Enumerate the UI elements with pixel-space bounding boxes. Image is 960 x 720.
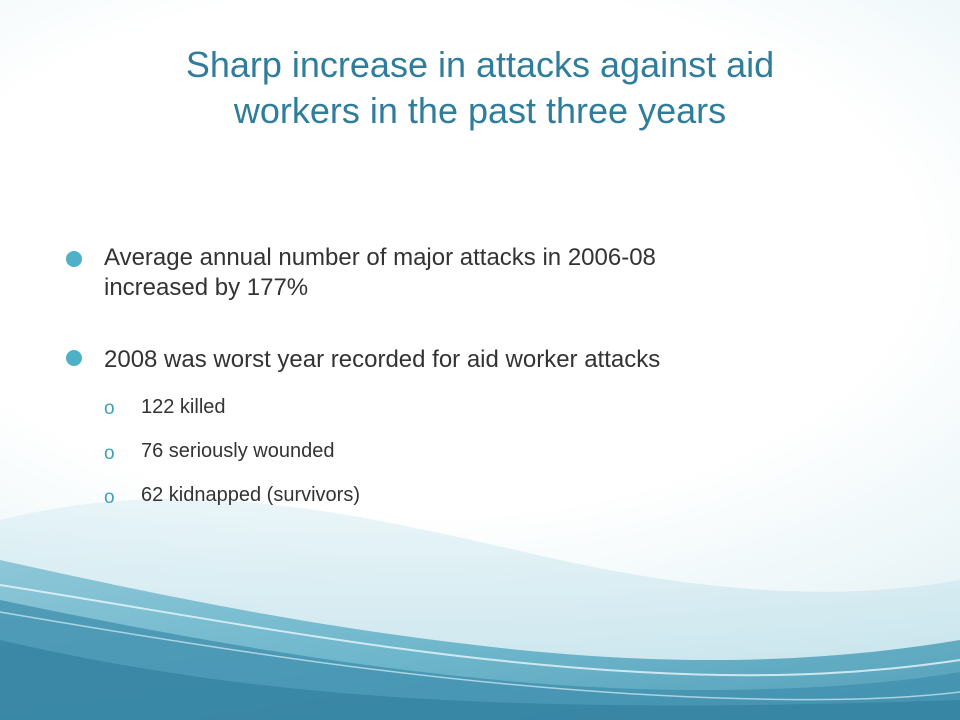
sub-bullet-item: 122 killed — [141, 396, 226, 418]
bullet-text-line: increased by 177% — [104, 274, 309, 301]
slide-title-line-2: workers in the past three years — [233, 90, 727, 131]
sub-bullet-item: 76 seriously wounded — [141, 440, 335, 462]
slide-title-line-1: Sharp increase in attacks against aid — [185, 44, 775, 85]
sub-bullet-marker-icon: o — [104, 487, 115, 508]
bullet-item — [104, 243, 884, 303]
bullet-text-line: 2008 was worst year recorded for aid worker attacks — [104, 346, 661, 373]
bullet-text-line: Average annual number of major attacks in 2006-08 — [104, 244, 656, 271]
sub-bullet-marker-icon: o — [104, 443, 115, 464]
bullet-dot-icon — [66, 350, 82, 366]
sub-bullet-marker-icon: o — [104, 398, 115, 419]
bullet-item — [104, 345, 884, 375]
sub-bullet-item: 62 kidnapped (survivors) — [141, 484, 360, 506]
bullet-dot-icon — [66, 251, 82, 267]
